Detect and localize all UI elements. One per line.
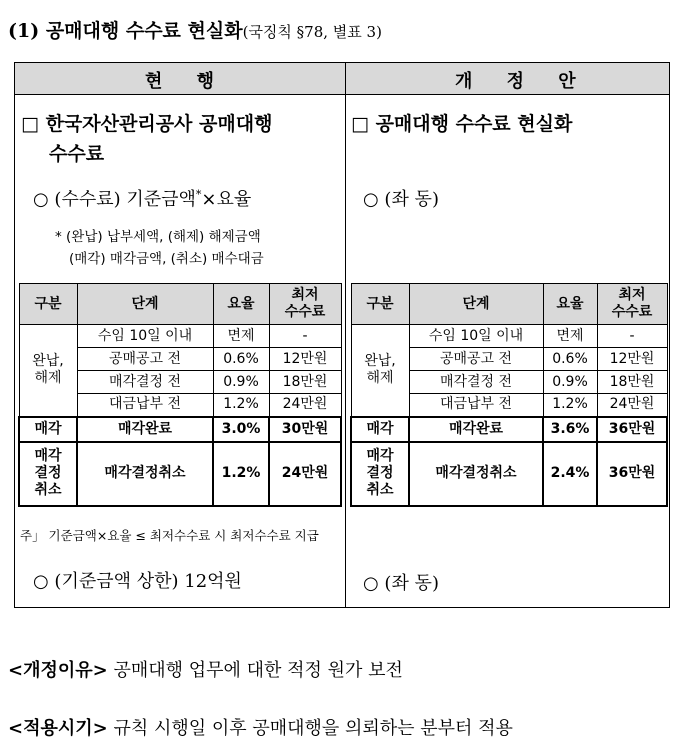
min-fee-cell: 24만원	[269, 394, 341, 417]
stage-cell: 수임 10일 이내	[409, 325, 543, 348]
stage-cell: 매각결정 전	[77, 371, 213, 394]
right-table-header-row	[351, 284, 667, 325]
left-fee-table	[18, 283, 342, 507]
min-fee-cell: 36만원	[597, 417, 667, 442]
left-note-line1: * (완납) 납부세액, (해제) 해제금액	[55, 229, 261, 245]
category-cell: 매각	[19, 417, 77, 442]
left-box-title-line2: 수수료	[49, 143, 105, 165]
section-heading	[8, 16, 382, 43]
stage-cell: 공매공고 전	[77, 348, 213, 371]
group-label: 완납, 해제	[351, 325, 409, 417]
rate-cell: 1.2%	[543, 394, 597, 417]
header-stage: 단계	[409, 284, 543, 325]
right-fee-table	[350, 283, 668, 507]
right-box-title: □ 공매대행 수수료 현실화	[351, 113, 573, 135]
timing-text: 규칙 시행일 이후 공매대행을 의뢰하는 분부터 적용	[113, 718, 513, 739]
left-fee-bullet	[33, 185, 251, 211]
left-table-header-row	[19, 284, 341, 325]
rate-cell: 1.2%	[213, 442, 269, 506]
table-row-sale	[19, 417, 341, 442]
column-header-current: 현 행	[145, 71, 229, 92]
group-label: 완납, 해제	[19, 325, 77, 417]
stage-cell: 매각완료	[409, 417, 543, 442]
min-fee-cell: -	[597, 325, 667, 348]
left-fee-bullet-tail: ×요율	[201, 189, 252, 210]
min-fee-cell: 30만원	[269, 417, 341, 442]
stage-cell: 대금납부 전	[77, 394, 213, 417]
header-min-fee: 최저 수수료	[269, 284, 341, 325]
reason-line	[8, 656, 403, 682]
min-fee-cell: 36만원	[597, 442, 667, 506]
table-row-cancel	[351, 442, 667, 506]
left-fee-bullet-text: ○ (수수료) 기준금액	[33, 189, 196, 210]
min-fee-cell: 24만원	[597, 394, 667, 417]
column-divider	[345, 63, 346, 607]
right-fee-bullet: ○ (좌 동)	[363, 189, 439, 210]
reason-label: <개정이유>	[8, 660, 108, 681]
table-row	[351, 325, 667, 348]
stage-cell: 매각결정취소	[409, 442, 543, 506]
rate-cell: 0.9%	[543, 371, 597, 394]
stage-cell: 공매공고 전	[409, 348, 543, 371]
table-row-sale	[351, 417, 667, 442]
category-cell: 매각 결정 취소	[351, 442, 409, 506]
header-rate: 요율	[213, 284, 269, 325]
header-min-fee: 최저 수수료	[597, 284, 667, 325]
min-fee-cell: -	[269, 325, 341, 348]
left-fee-bullet-sup: *	[195, 188, 202, 201]
reason-text: 공매대행 업무에 대한 적정 원가 보전	[113, 660, 403, 681]
min-fee-cell: 24만원	[269, 442, 341, 506]
rate-cell: 3.6%	[543, 417, 597, 442]
rate-cell: 면제	[543, 325, 597, 348]
rate-cell: 면제	[213, 325, 269, 348]
rate-cell: 0.6%	[543, 348, 597, 371]
stage-cell: 수임 10일 이내	[77, 325, 213, 348]
stage-cell: 매각완료	[77, 417, 213, 442]
column-header-revised: 개 정 안	[455, 71, 590, 92]
column-header-row	[15, 63, 669, 95]
rate-cell: 1.2%	[213, 394, 269, 417]
heading-reference: (국징칙 §78, 별표 3)	[242, 23, 382, 41]
min-fee-cell: 18만원	[269, 371, 341, 394]
left-footnote: 주」 기준금액×요율 ≤ 최저수수료 시 최저수수료 지급	[20, 528, 319, 543]
left-box-title-line1: □ 한국자산관리공사 공매대행	[21, 113, 273, 135]
header-rate: 요율	[543, 284, 597, 325]
stage-cell: 매각결정 전	[409, 371, 543, 394]
timing-label: <적용시기>	[8, 718, 108, 739]
category-cell: 매각	[351, 417, 409, 442]
heading-title: (1) 공매대행 수수료 현실화	[8, 20, 243, 42]
table-row-cancel	[19, 442, 341, 506]
left-cap-bullet: ○ (기준금액 상한) 12억원	[33, 571, 242, 592]
header-category: 구분	[19, 284, 77, 325]
min-fee-cell: 12만원	[597, 348, 667, 371]
min-fee-cell: 12만원	[269, 348, 341, 371]
header-category: 구분	[351, 284, 409, 325]
stage-cell: 매각결정취소	[77, 442, 213, 506]
min-fee-cell: 18만원	[597, 371, 667, 394]
right-cap-bullet: ○ (좌 동)	[363, 573, 439, 594]
rate-cell: 0.6%	[213, 348, 269, 371]
timing-line	[8, 714, 513, 740]
header-stage: 단계	[77, 284, 213, 325]
rate-cell: 2.4%	[543, 442, 597, 506]
stage-cell: 대금납부 전	[409, 394, 543, 417]
category-cell: 매각 결정 취소	[19, 442, 77, 506]
rate-cell: 0.9%	[213, 371, 269, 394]
rate-cell: 3.0%	[213, 417, 269, 442]
table-row	[19, 325, 341, 348]
left-note-line2: (매각) 매각금액, (취소) 매수대금	[69, 251, 264, 267]
